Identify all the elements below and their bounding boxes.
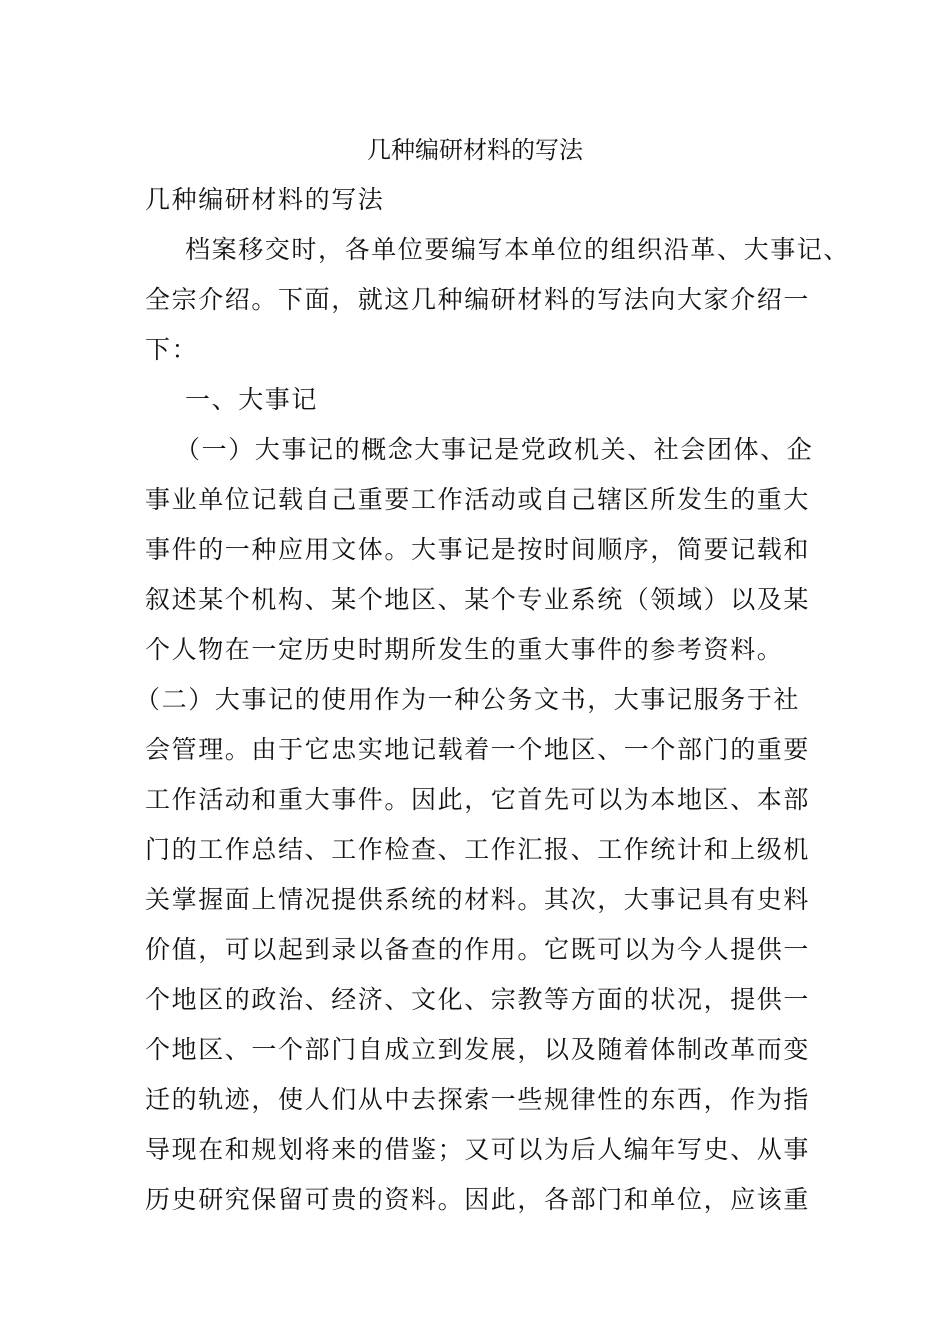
paragraph-line: 个地区、一个部门自成立到发展，以及随着体制改革而变 xyxy=(145,1035,811,1064)
paragraph-line: 关掌握面上情况提供系统的材料。其次，大事记具有史料 xyxy=(145,885,811,914)
paragraph-line: 迁的轨迹，使人们从中去探索一些规律性的东西，作为指 xyxy=(145,1085,811,1114)
paragraph-line: 事业单位记载自己重要工作活动或自己辖区所发生的重大 xyxy=(145,485,811,514)
paragraph-line: 个地区的政治、经济、文化、宗教等方面的状况，提供一 xyxy=(145,985,811,1014)
paragraph-line: （一）大事记的概念大事记是党政机关、社会团体、企 xyxy=(175,435,814,464)
paragraph-line: 全宗介绍。下面，就这几种编研材料的写法向大家介绍一 xyxy=(145,285,811,314)
section-heading: 几种编研材料的写法 xyxy=(145,185,385,214)
paragraph-line: 事件的一种应用文体。大事记是按时间顺序，简要记载和 xyxy=(145,535,811,564)
paragraph-line: 工作活动和重大事件。因此，它首先可以为本地区、本部 xyxy=(145,785,811,814)
paragraph-line: 个人物在一定历史时期所发生的重大事件的参考资料。 xyxy=(145,635,784,664)
paragraph-line: 叙述某个机构、某个地区、某个专业系统（领域）以及某 xyxy=(145,585,811,614)
paragraph-line: 会管理。由于它忠实地记载着一个地区、一个部门的重要 xyxy=(145,735,811,764)
paragraph-line: 导现在和规划将来的借鉴；又可以为后人编年写史、从事 xyxy=(145,1135,811,1164)
paragraph-line: 价值，可以起到录以备查的作用。它既可以为今人提供一 xyxy=(145,935,811,964)
document-title: 几种编研材料的写法 xyxy=(367,136,583,164)
paragraph-line: 档案移交时，各单位要编写本单位的组织沿革、大事记、 xyxy=(185,235,851,264)
paragraph-line: （二）大事记的使用作为一种公务文书，大事记服务于社 xyxy=(135,685,801,714)
section-heading: 一、大事记 xyxy=(185,385,319,414)
paragraph-line: 门的工作总结、工作检查、工作汇报、工作统计和上级机 xyxy=(145,835,811,864)
paragraph-line: 历史研究保留可贵的资料。因此，各部门和单位，应该重 xyxy=(145,1185,811,1214)
paragraph-line: 下： xyxy=(145,335,199,364)
